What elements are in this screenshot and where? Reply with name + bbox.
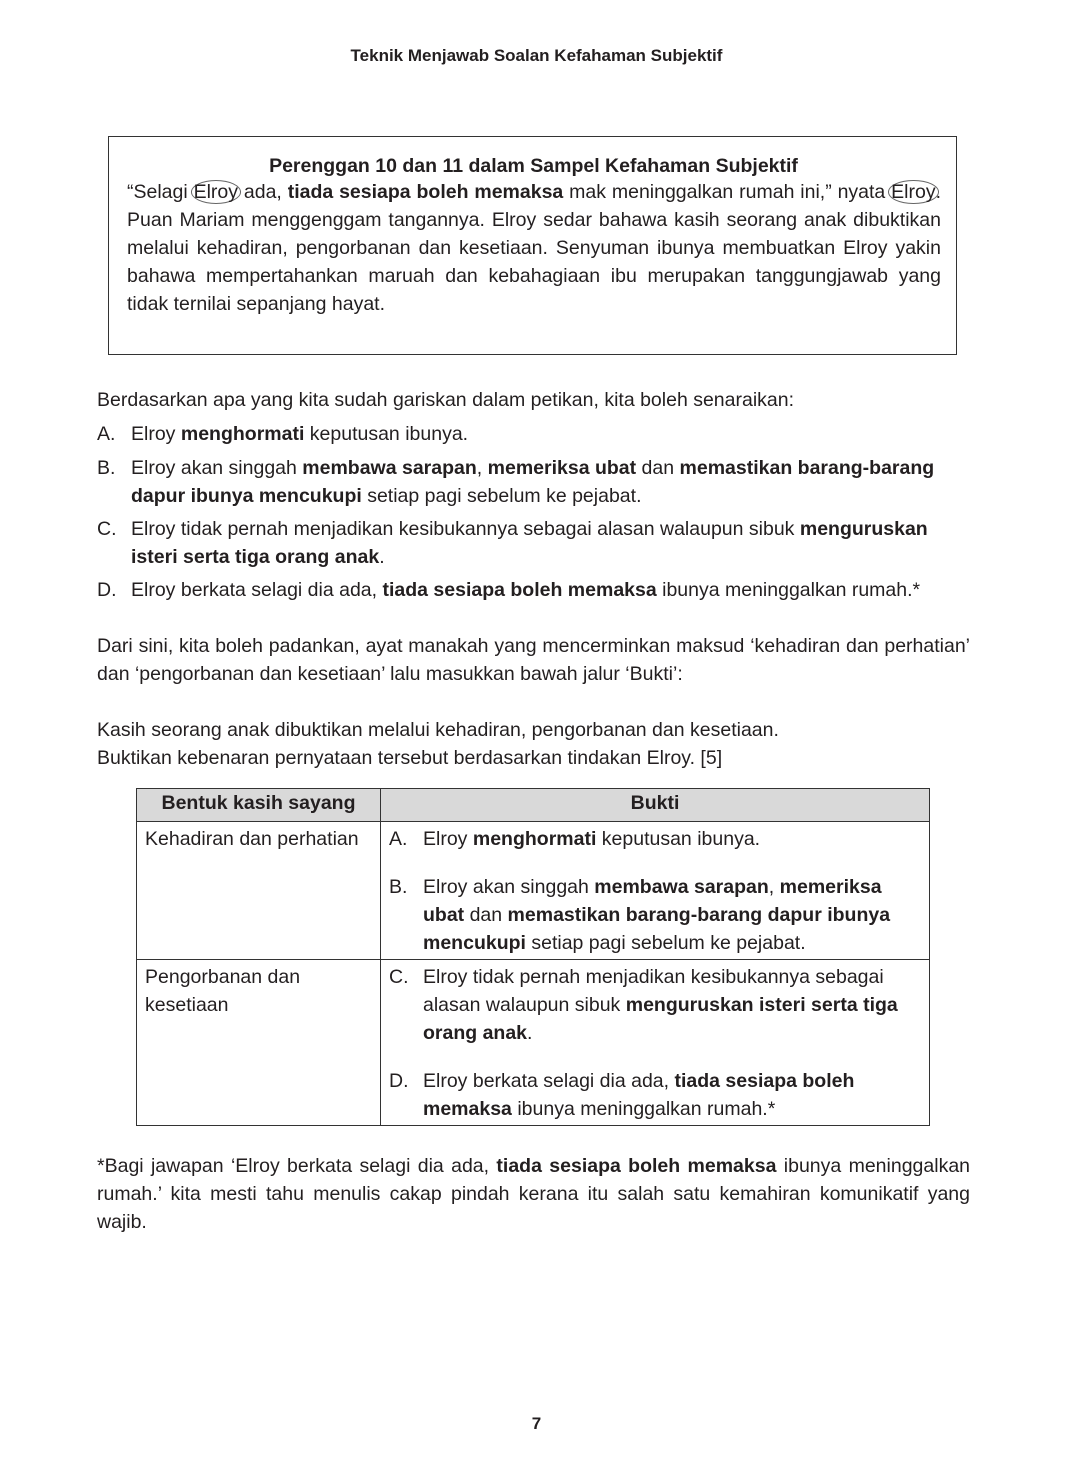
footnote: *Bagi jawapan ‘Elroy berkata selagi dia ada, tiada sesiapa boleh memaksa ibunya meninggalkan rumah.’ kita mesti tahu menulis cakap pindah kerana itu salah satu kemahiran komunikatif yang wajib. bbox=[97, 1155, 971, 1233]
circled-word: Elroy bbox=[191, 180, 241, 204]
table-header-row bbox=[137, 789, 930, 822]
list-item-d: D. Elroy berkata selagi dia ada, tiada sesiapa boleh memaksa ibunya meninggalkan rumah.* bbox=[97, 579, 921, 601]
running-header: Teknik Menjawab Soalan Kefahaman Subjektif bbox=[350, 46, 723, 65]
table-header: Bukti bbox=[381, 789, 930, 822]
excerpt-text: “Selagi Elroy ada, tiada sesiapa boleh memaksa mak meninggalkan rumah ini,” nyata Elroy. Puan Mariam menggenggam tangannya. Elroy sedar bahawa kasih seorang anak dibuktikan melalui kehadiran, pengorbanan dan kesetiaan. Senyuman ibunya membuatkan Elroy yakin bahawa mempertahankan maruah dan kebahagiaan ibu merupakan tanggungjawab yang tidak ternilai sepanjang hayat. bbox=[127, 181, 941, 315]
list-item-a: A. Elroy menghormati keputusan ibunya. bbox=[97, 423, 469, 445]
list-item-b: B. Elroy akan singgah membawa sarapan, memeriksa ubat dan memastikan barang-barang dapur ibunya mencukupi setiap pagi sebelum ke pejabat. bbox=[97, 457, 935, 507]
excerpt-title: Perenggan 10 dan 11 dalam Sampel Kefahaman Subjektif bbox=[269, 155, 798, 177]
table-row bbox=[137, 960, 930, 1126]
table-cell-evidence: A. Elroy menghormati keputusan ibunya. B. Elroy akan singgah membawa sarapan, memeriksa ubat dan memastikan barang-barang dapur ibunya mencukupi setiap pagi sebelum ke pejabat. bbox=[381, 822, 930, 960]
list-item-c: C. Elroy tidak pernah menjadikan kesibukannya sebagai alasan walaupun sibuk menguruskan isteri serta tiga orang anak. bbox=[97, 518, 928, 568]
match-paragraph: Dari sini, kita boleh padankan, ayat manakah yang mencerminkan maksud ‘kehadiran dan perhatian’ dan ‘pengorbanan dan kesetiaan’ lalu masukkan bawah jalur ‘Bukti’: bbox=[97, 635, 970, 685]
table-cell-evidence: C. Elroy tidak pernah menjadikan kesibukannya sebagai alasan walaupun sibuk menguruskan isteri serta tiga orang anak. D. Elroy berkata selagi dia ada, tiada sesiapa boleh memaksa ibunya meninggalkan rumah.* bbox=[381, 960, 930, 1126]
table-header: Bentuk kasih sayang bbox=[137, 789, 381, 822]
question-line-1: Kasih seorang anak dibuktikan melalui kehadiran, pengorbanan dan kesetiaan. bbox=[97, 719, 779, 741]
circled-word: Elroy bbox=[888, 180, 938, 204]
question-line-2: Buktikan kebenaran pernyataan tersebut berdasarkan tindakan Elroy. [5] bbox=[97, 747, 723, 769]
excerpt-box bbox=[108, 136, 957, 355]
table-row bbox=[137, 822, 930, 960]
table-cell-label: Pengorbanan dan kesetiaan bbox=[137, 960, 381, 1126]
answer-table bbox=[136, 788, 930, 1126]
intro-text: Berdasarkan apa yang kita sudah gariskan dalam petikan, kita boleh senaraikan: bbox=[97, 389, 795, 411]
page-number: 7 bbox=[531, 1414, 542, 1433]
table-cell-label: Kehadiran dan perhatian bbox=[137, 822, 381, 960]
